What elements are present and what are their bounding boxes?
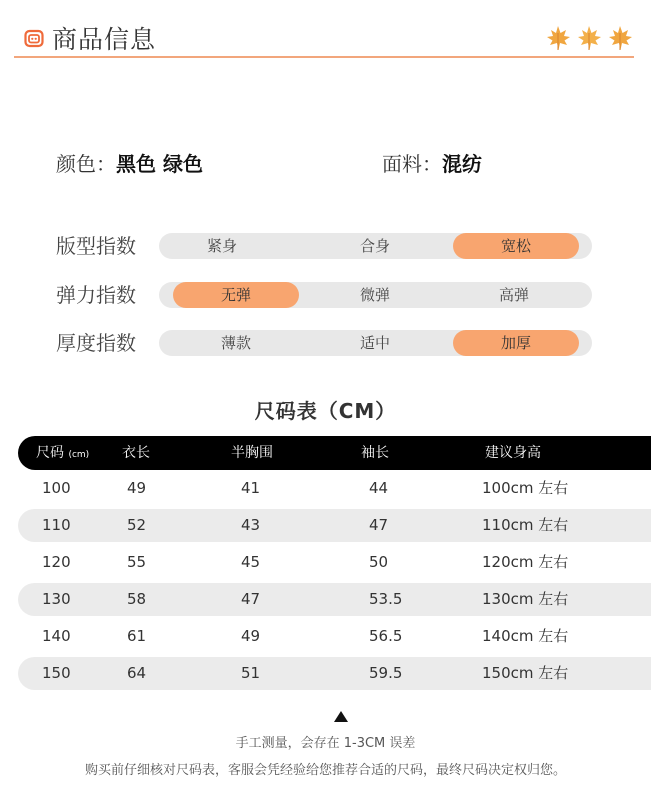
index-option: 微弹 — [359, 286, 390, 304]
header-chest: 半胸围 — [231, 445, 273, 461]
cell-height: 110cm 左右 — [482, 516, 569, 534]
cell-chest: 47 — [241, 590, 261, 608]
cell-length: 55 — [127, 553, 147, 571]
cell-height: 100cm 左右 — [482, 479, 569, 497]
table-row — [18, 546, 651, 579]
index-option-selected: 无弹 — [173, 282, 299, 308]
index-label: 版型指数 — [56, 234, 136, 258]
cell-height: 140cm 左右 — [482, 627, 569, 645]
cell-height: 120cm 左右 — [482, 553, 569, 571]
index-track — [159, 282, 592, 308]
cell-chest: 49 — [241, 627, 261, 645]
index-row-elasticity — [56, 280, 596, 310]
cell-length: 52 — [127, 516, 147, 534]
index-option: 薄款 — [220, 334, 251, 352]
maple-leaf-icon — [575, 24, 603, 52]
cell-chest: 41 — [241, 479, 261, 497]
header-height: 建议身高 — [485, 445, 541, 461]
index-option-selected: 加厚 — [453, 330, 579, 356]
table-row — [18, 472, 651, 505]
size-advice-note: 购买前仔细核对尺码表，客服会凭经验给您推荐合适的尺码，最终尺码决定权归您。 — [84, 763, 566, 778]
index-track — [159, 330, 592, 356]
measure-note: 手工测量，会存在 1-3CM 误差 — [235, 736, 416, 751]
cell-size: 110 — [42, 516, 71, 534]
table-row — [18, 583, 651, 616]
cell-size: 120 — [42, 553, 71, 571]
cell-sleeve: 50 — [369, 553, 389, 571]
cell-length: 64 — [127, 664, 147, 682]
index-option: 合身 — [359, 237, 390, 255]
size-table-header — [18, 436, 651, 470]
cell-chest: 51 — [241, 664, 261, 682]
index-option: 适中 — [359, 334, 390, 352]
index-row-thickness — [56, 328, 596, 358]
fabric-value: 混纺 — [442, 152, 482, 176]
index-row-fit — [56, 231, 596, 261]
color-value: 黑色 绿色 — [116, 152, 203, 176]
cell-sleeve: 56.5 — [369, 627, 403, 645]
header-size-unit: (cm) — [68, 450, 90, 460]
table-row — [18, 620, 651, 653]
index-track — [159, 233, 592, 259]
index-option: 紧身 — [206, 237, 237, 255]
cell-sleeve: 53.5 — [369, 590, 403, 608]
table-row — [18, 509, 651, 542]
maple-leaf-icon — [544, 24, 572, 52]
cell-height: 130cm 左右 — [482, 590, 569, 608]
cell-size: 130 — [42, 590, 71, 608]
header-sleeve: 袖长 — [361, 445, 389, 461]
header-divider — [14, 56, 634, 58]
store-icon — [24, 28, 44, 48]
cell-sleeve: 59.5 — [369, 664, 403, 682]
index-option: 高弹 — [498, 286, 529, 304]
cell-height: 150cm 左右 — [482, 664, 569, 682]
header-length: 衣长 — [122, 445, 150, 461]
size-table-title: 尺码表（CM） — [254, 399, 397, 423]
cell-length: 61 — [127, 627, 147, 645]
cell-size: 100 — [42, 479, 71, 497]
header-size-label: 尺码 — [36, 445, 64, 461]
index-label: 弹力指数 — [56, 283, 136, 307]
header-size — [36, 436, 89, 472]
index-option-selected: 宽松 — [453, 233, 579, 259]
index-label: 厚度指数 — [56, 331, 136, 355]
table-row — [18, 657, 651, 690]
maple-leaf-icon — [606, 24, 634, 52]
leaf-decoration — [544, 24, 636, 54]
cell-length: 49 — [127, 479, 147, 497]
section-title: 商品信息 — [52, 25, 157, 54]
cell-length: 58 — [127, 590, 147, 608]
cell-chest: 43 — [241, 516, 261, 534]
cell-sleeve: 44 — [369, 479, 389, 497]
fabric-label: 面料： — [382, 152, 442, 176]
triangle-up-icon — [334, 711, 348, 722]
spec-fabric — [382, 148, 482, 177]
cell-chest: 45 — [241, 553, 261, 571]
cell-sleeve: 47 — [369, 516, 389, 534]
cell-size: 140 — [42, 627, 71, 645]
section-header — [0, 0, 651, 62]
cell-size: 150 — [42, 664, 71, 682]
color-label: 颜色： — [56, 152, 116, 176]
spec-color — [56, 148, 203, 177]
